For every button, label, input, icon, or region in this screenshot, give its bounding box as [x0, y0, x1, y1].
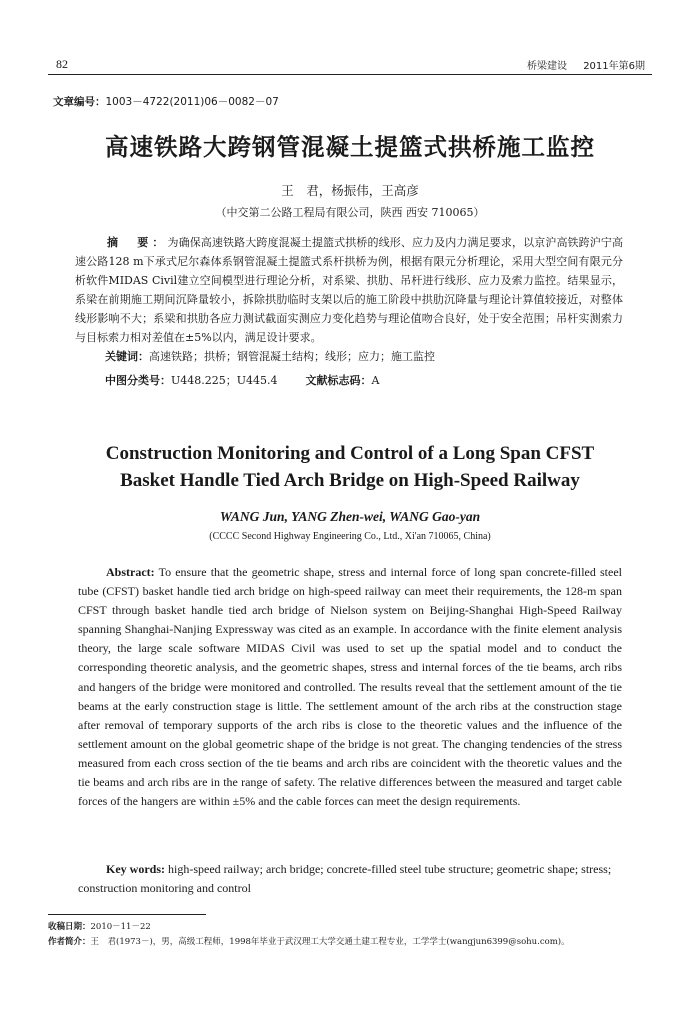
abstract-chinese-text: 为确保高速铁路大跨度混凝土提篮式拱桥的线形、应力及内力满足要求，以京沪高铁跨沪宁高速公路128 m下承式尼尔森体系钢管混凝土提篮式系杆拱桥为例，根据有限元分析理论，采用大型空间有限元分析软件MIDAS Civil建立空间模型进行理论分析，对系梁、拱肋、吊杆进行线形、应力及索力监控。结果显示，系梁在前期施工期间沉降量较小，拆除拱肋临时支架以后的施工阶段中拱肋沉降量与理论计算值较接近，对整体线形影响不大；系梁和拱肋各应力测试截面实测应力变化趋势与理论值吻合良好，处于安全范围；吊杆实测索力与目标索力相对差值在±5%以内，满足设计要求。 — [75, 236, 624, 344]
keywords-english-text: high-speed railway; arch bridge; concrete-filled steel tube structure; geometric shape; stress; construction monitoring and control — [78, 862, 612, 895]
running-header — [48, 57, 645, 71]
article-number — [53, 94, 279, 109]
title-chinese: 高速铁路大跨钢管混凝土提篮式拱桥施工监控 — [105, 133, 595, 161]
abstract-english-text: To ensure that the geometric shape, stress and internal force of long span concrete-filled steel tube (CFST) basket handle tied arch bridge on high-speed railway can meet their requirements, the 128-m span CFST through basket handle tied arch bridge of Nielson system on Beijing-Shanghai High-Speed Railway spanning Shanghai-Nanjing Expressway was cited as an example. In accordance with the finite element analysis theory, the large scale software MIDAS Civil was used to set up the spatial model and to conduct the corresponding theoretic analysis, and the geometric shapes, stress and internal forces of the tie beams, arch ribs and hangers of the bridge were monitored and controlled. The results reveal that the settlement amount of the tie beams at the early construction stage is little. The settlement amount of the arch ribs at the construction stage after removal of temporary supports of the arch ribs is close to the theoretic values and the influence of the settlement amount on the global geometric shape of the bridge is not great. The changing tendencies of the stress measured from each cross section of the tie beams and arch ribs are coincident with the theoretic values and the tie beams and arch ribs are in the range of safety. The relative differences between the measured and target cable forces of the hangers are within ±5% and the cable forces can meet the design requirements. — [78, 565, 622, 809]
abstract-chinese-label: 摘 要： — [107, 236, 168, 249]
author-bio-label: 作者简介： — [48, 937, 91, 947]
journal-name: 桥梁建设 — [527, 61, 567, 72]
classification-chinese — [105, 372, 379, 388]
footnote-rule — [48, 914, 206, 915]
footnote-received — [48, 920, 151, 932]
title-english — [0, 440, 700, 494]
footnote-author — [48, 935, 570, 947]
page-number: 82 — [56, 57, 68, 71]
title-english-line-1: Construction Monitoring and Control of a Long Span CFST — [105, 443, 595, 464]
affiliation-chinese: （中交第二公路工程局有限公司，陕西 西安 710065） — [215, 206, 485, 219]
title-english-line-2: Basket Handle Tied Arch Bridge on High-Speed Railway — [120, 470, 580, 491]
doc-code-value: A — [371, 374, 380, 387]
journal-issue: 2011年第6期 — [583, 61, 645, 72]
keywords-chinese-label: 关键词： — [105, 350, 149, 363]
abstract-english-label: Abstract: — [106, 565, 155, 579]
header-rule — [48, 74, 652, 75]
article-number-label: 文章编号： — [53, 96, 106, 108]
abstract-chinese — [75, 233, 623, 347]
article-number-value: 1003－4722(2011)06－0082－07 — [105, 96, 279, 108]
doc-code-label: 文献标志码： — [305, 374, 372, 387]
abstract-english — [78, 563, 622, 811]
clc-label: 中图分类号： — [105, 374, 171, 387]
author-bio-value: 王 君(1973－)，男，高级工程师，1998年毕业于武汉理工大学交通土建工程专业，工学学士(wangjun6399@sohu.com)。 — [90, 937, 570, 947]
keywords-english-label: Key words: — [106, 862, 165, 876]
authors-english: WANG Jun, YANG Zhen-wei, WANG Gao-yan — [219, 509, 481, 524]
received-value: 2010－11－22 — [90, 922, 151, 932]
keywords-chinese-text: 高速铁路；拱桥；钢管混凝土结构；线形；应力；施工监控 — [149, 350, 435, 363]
affiliation-english: (CCCC Second Highway Engineering Co., Ltd., Xi'an 710065, China) — [209, 531, 491, 542]
authors-chinese: 王 君，杨振伟，王高彦 — [281, 183, 419, 198]
clc-value: U448.225；U445.4 — [171, 374, 278, 387]
received-label: 收稿日期： — [48, 922, 91, 932]
keywords-english — [78, 860, 622, 898]
keywords-chinese — [105, 348, 435, 364]
